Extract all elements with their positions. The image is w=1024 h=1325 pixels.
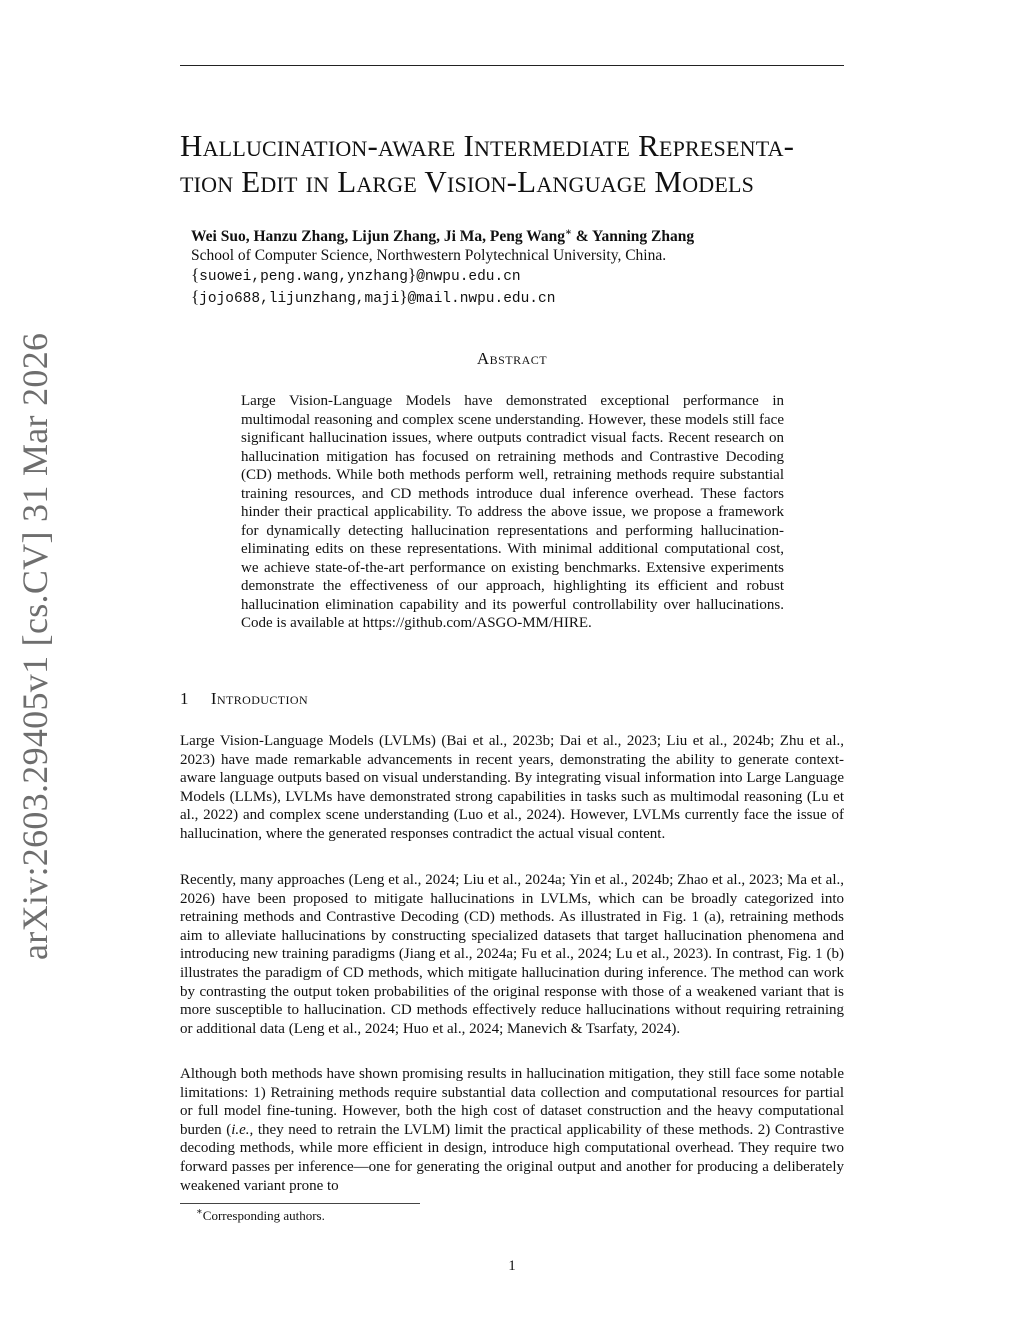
paper-title	[180, 128, 860, 200]
intro-paragraph-3-part-2: they need to retrain the LVLM) limit the practical applicability of these methods. 2) Contrastive decoding methods, while more efficient in design, introduce high computational overhead. They require two forward passes per inference—one for generating the original output and another for producing a deliberately weakened variant prone to	[180, 1121, 844, 1194]
abstract-text: Large Vision-Language Models have demonstrated exceptional performance in multimodal reasoning and complex scene understanding. However, these models still face significant hallucination issues, where outputs contradict visual facts. Recent research on hallucination mitigation has focused on retraining methods and Contrastive Decoding (CD) methods. While both methods perform well, retraining methods require substantial training resources, and CD methods introduce dual inference overhead. These factors hinder their practical applicability. To address the above issue, we propose a framework for dynamically detecting hallucination representations and performing hallucination-eliminating edits on these representations. With minimal additional computational cost, we achieve state-of-the-art performance on existing benchmarks. Extensive experiments demonstrate the effectiveness of our approach, highlighting its efficient and robust hallucination elimination capability and its powerful controllability over hallucinations. Code is available at https://github.com/ASGO-MM/HIRE.	[241, 393, 784, 631]
author-names	[191, 227, 851, 246]
email-users-2: jojo688,lijunzhang,maji	[199, 291, 400, 307]
corresponding-mark: ∗	[564, 226, 572, 238]
email-line-2: {jojo688,lijunzhang,maji}@mail.nwpu.edu.cn	[191, 287, 556, 307]
title-line-2: tion Edit in Large Vision-Language Models	[180, 164, 755, 199]
footnote-mark: ∗	[196, 1206, 203, 1218]
arxiv-identifier: arXiv:2603.29405v1 [cs.CV] 31 Mar 2026	[15, 332, 55, 960]
intro-paragraph-2: Recently, many approaches (Leng et al., 2024; Liu et al., 2024a; Yin et al., 2024b; Zhao et al., 2023; Ma et al., 2026) have been proposed to mitigate hallucinations in LVLMs, which can be broadly categorized into retraining methods and Contrastive Decoding (CD) methods. As illustrated in Fig. 1 (a), retraining methods aim to alleviate hallucinations by constructing specialized datasets that target hallucination phenomena and introducing new training paradigms (Jiang et al., 2024a; Fu et al., 2024; Lu et al., 2023). In contrast, Fig. 1 (b) illustrates the paradigm of CD methods, which mitigate hallucination during inference. The method can work by contrasting the output token probabilities of the original response with those of a weakened variant that is more susceptible to hallucination. CD methods effectively reduce hallucinations without requiring retraining or additional data (Leng et al., 2024; Huo et al., 2024; Manevich & Tsarfaty, 2024).	[180, 872, 844, 1037]
email-domain-1: @nwpu.edu.cn	[416, 269, 521, 285]
author-block	[191, 227, 851, 309]
footnote	[196, 1208, 325, 1224]
footnote-rule	[180, 1203, 420, 1204]
page-number: 1	[508, 1258, 516, 1274]
author-list: Wei Suo, Hanzu Zhang, Lijun Zhang, Ji Ma, Peng Wang	[191, 228, 565, 245]
footnote-text: Corresponding authors.	[202, 1208, 325, 1223]
email-line-1: {suowei,peng.wang,ynzhang}@nwpu.edu.cn	[191, 265, 521, 285]
intro-paragraph-3	[180, 1065, 844, 1195]
author-list-tail: & Yanning Zhang	[575, 228, 695, 245]
affiliation: School of Computer Science, Northwestern Polytechnical University, China.	[191, 247, 667, 264]
header-rule	[180, 65, 844, 66]
intro-paragraph-1: Large Vision-Language Models (LVLMs) (Bai et al., 2023b; Dai et al., 2023; Liu et al., 2024b; Zhu et al., 2023) have made remarkable advancements in recent years, demonstrating the ability to generate context-aware language outputs based on visual understanding. By integrating visual information into Large Language Models (LLMs), LVLMs have demonstrated strong capabilities in tasks such as multimodal reasoning (Lu et al., 2022) and complex scene understanding (Luo et al., 2024). However, LVLMs currently face the issue of hallucination, where the generated responses contradict the actual visual content.	[180, 733, 844, 842]
section-number: 1	[180, 689, 189, 708]
email-users-1: suowei,peng.wang,ynzhang	[199, 269, 409, 285]
intro-paragraph-3-part-1: Although both methods have shown promising results in hallucination mitigation, they still face some notable limitations: 1) Retraining methods require substantial data collection and computational resources for partial or full model fine-tuning. However, both the high cost of dataset construction and the heavy computational burden (	[180, 1066, 844, 1138]
section-title: Introduction	[210, 689, 309, 708]
section-heading-introduction	[180, 689, 308, 709]
title-line-1: Hallucination-aware Intermediate Representa-	[180, 128, 795, 163]
email-domain-2: @mail.nwpu.edu.cn	[407, 291, 556, 307]
intro-paragraph-3-ie: i.e.,	[231, 1121, 254, 1138]
abstract-heading: Abstract	[476, 349, 548, 368]
